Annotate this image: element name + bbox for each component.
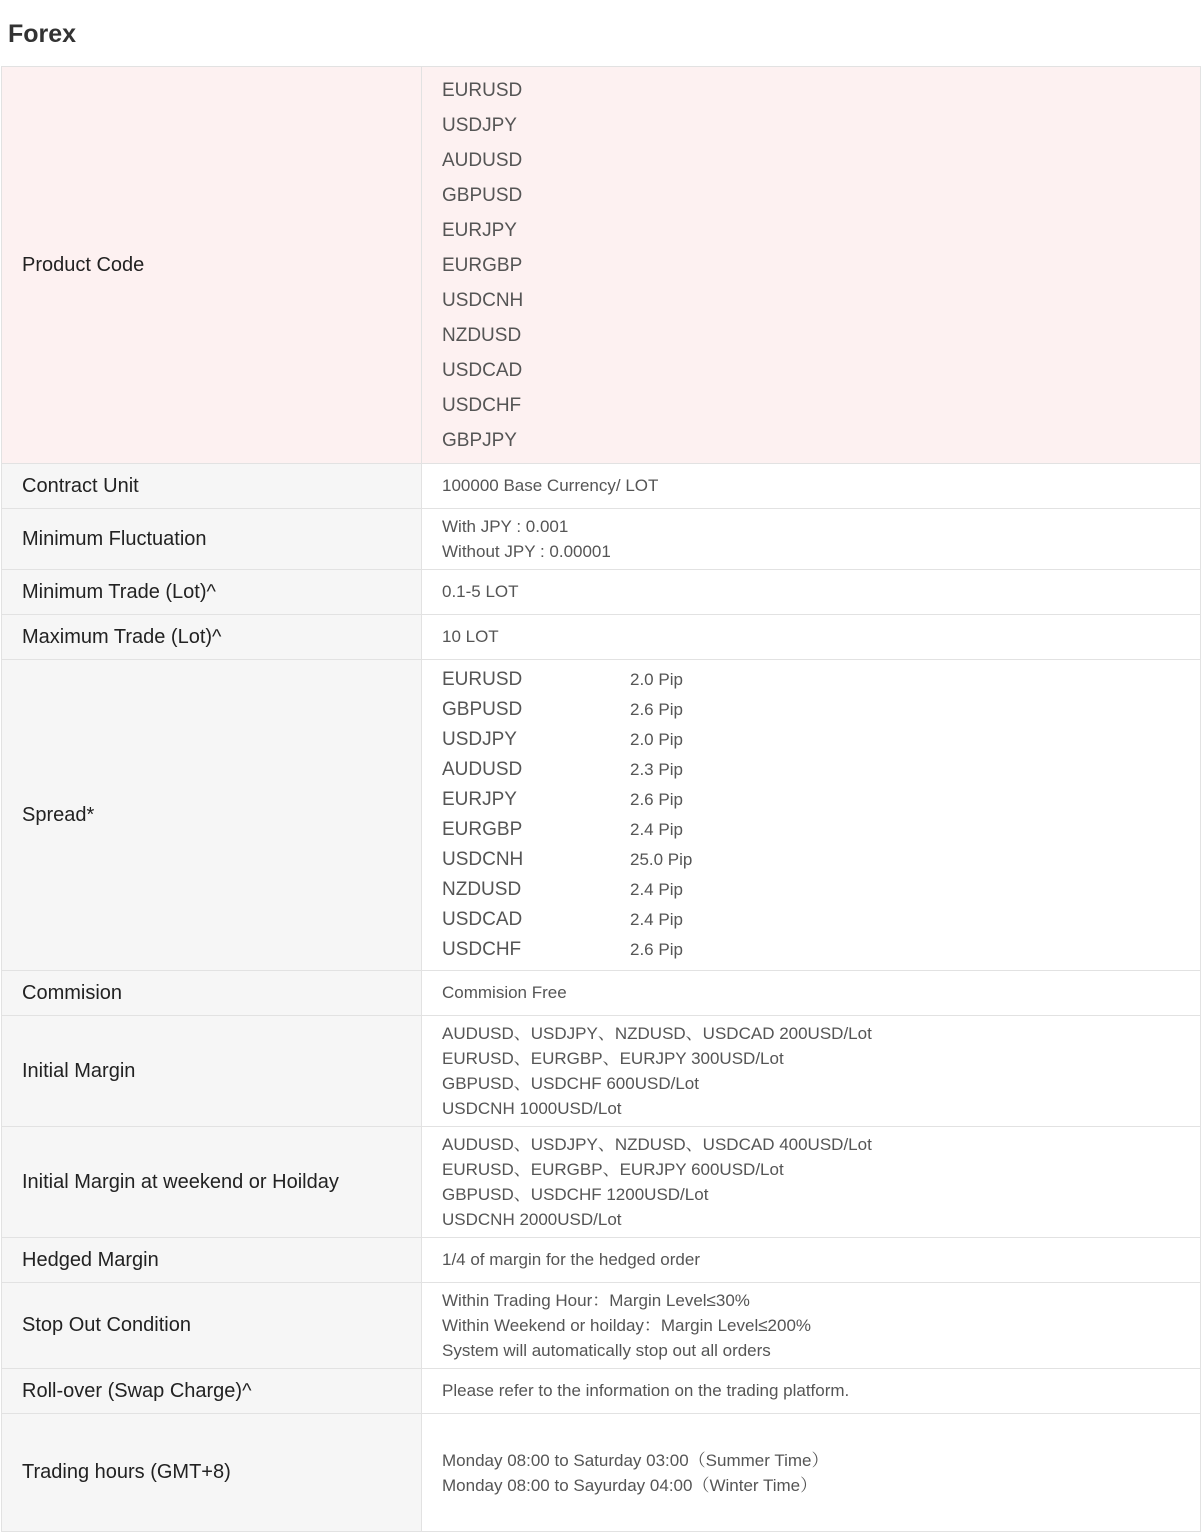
spread-pip: 2.4 Pip [630,910,683,929]
row-spread [2,660,1201,971]
spread-item [442,935,1200,965]
value-line: USDCNH 1000USD/Lot [442,1099,622,1118]
product-code-item: USDJPY [442,114,517,136]
spread-code: EURUSD [442,669,523,690]
row-value: Please refer to the information on the trading platform. [422,1369,1201,1414]
value-line: AUDUSD、USDJPY、NZDUSD、USDCAD 200USD/Lot [442,1024,872,1043]
spread-pip: 2.0 Pip [630,730,683,749]
row-value: Commision Free [422,971,1201,1016]
row-label: Initial Margin [2,1016,422,1127]
value-line: GBPUSD、USDCHF 1200USD/Lot [442,1185,709,1204]
row-value [422,1127,1201,1238]
spread-code: USDCHF [442,939,522,960]
row-rollover [2,1369,1201,1414]
spread-code: EURJPY [442,789,517,810]
spread-pip: 2.6 Pip [630,940,683,959]
value-line: System will automatically stop out all orders [442,1341,771,1360]
spread-item [442,785,1200,815]
row-label: Initial Margin at weekend or Hoilday [2,1127,422,1238]
spread-item [442,755,1200,785]
product-code-item: USDCNH [442,289,524,311]
spread-item [442,725,1200,755]
spread-item [442,845,1200,875]
value-line: Within Weekend or hoilday：Margin Level≤200% [442,1316,812,1335]
row-value [422,67,1201,464]
spread-pip: 2.3 Pip [630,760,683,779]
row-label: Maximum Trade (Lot)^ [2,615,422,660]
row-product-code [2,67,1201,464]
row-initial-margin-weekend [2,1127,1201,1238]
row-value [422,1016,1201,1127]
spread-item [442,665,1200,695]
value-line: Monday 08:00 to Saturday 03:00（Summer Time） [442,1450,829,1470]
spread-code: NZDUSD [442,879,522,900]
product-code-item: NZDUSD [442,324,522,346]
product-code-item: GBPUSD [442,184,523,206]
product-code-item: EURJPY [442,219,517,241]
value-line: Within Trading Hour：Margin Level≤30% [442,1291,750,1310]
row-value: 100000 Base Currency/ LOT [422,464,1201,509]
spread-code: USDCNH [442,849,524,870]
row-label: Hedged Margin [2,1238,422,1283]
spread-pip: 2.4 Pip [630,820,683,839]
row-value [422,660,1201,971]
row-value: 0.1-5 LOT [422,570,1201,615]
value-line: Monday 08:00 to Sayurday 04:00（Winter Time） [442,1475,818,1495]
value-line: Without JPY : 0.00001 [442,542,611,561]
row-commision [2,971,1201,1016]
row-maximum-trade [2,615,1201,660]
row-initial-margin [2,1016,1201,1127]
spread-pip: 2.6 Pip [630,700,683,719]
row-label: Spread* [2,660,422,971]
spread-item [442,875,1200,905]
product-code-item: EURUSD [442,79,523,101]
value-line: AUDUSD、USDJPY、NZDUSD、USDCAD 400USD/Lot [442,1135,872,1154]
row-value [422,1414,1201,1532]
row-value [422,509,1201,570]
spread-pip: 25.0 Pip [630,850,693,869]
row-value: 10 LOT [422,615,1201,660]
row-hedged-margin [2,1238,1201,1283]
row-label: Commision [2,971,422,1016]
row-label: Product Code [2,67,422,464]
row-label: Trading hours (GMT+8) [2,1414,422,1532]
product-code-item: USDCHF [442,394,522,416]
value-line: With JPY : 0.001 [442,517,569,536]
value-line: EURUSD、EURGBP、EURJPY 300USD/Lot [442,1049,784,1068]
spread-pip: 2.6 Pip [630,790,683,809]
product-code-item: GBPJPY [442,429,517,451]
product-code-item: EURGBP [442,254,523,276]
row-trading-hours [2,1414,1201,1532]
value-line: GBPUSD、USDCHF 600USD/Lot [442,1074,699,1093]
spread-item [442,695,1200,725]
product-code-item: AUDUSD [442,149,523,171]
spread-pip: 2.0 Pip [630,670,683,689]
row-value: 1/4 of margin for the hedged order [422,1238,1201,1283]
product-code-item: USDCAD [442,359,523,381]
row-contract-unit [2,464,1201,509]
row-label: Contract Unit [2,464,422,509]
row-value [422,1283,1201,1369]
row-label: Roll-over (Swap Charge)^ [2,1369,422,1414]
spread-item [442,905,1200,935]
row-minimum-fluctuation [2,509,1201,570]
spread-pip: 2.4 Pip [630,880,683,899]
row-minimum-trade [2,570,1201,615]
spread-code: AUDUSD [442,759,523,780]
row-label: Minimum Trade (Lot)^ [2,570,422,615]
spread-code: EURGBP [442,819,523,840]
spread-code: USDJPY [442,729,517,750]
spread-code: USDCAD [442,909,523,930]
row-label: Minimum Fluctuation [2,509,422,570]
forex-spec-table [1,66,1201,1532]
value-line: EURUSD、EURGBP、EURJPY 600USD/Lot [442,1160,784,1179]
page-title: Forex [8,20,77,48]
row-label: Stop Out Condition [2,1283,422,1369]
row-stop-out-condition [2,1283,1201,1369]
spread-code: GBPUSD [442,699,523,720]
spread-item [442,815,1200,845]
value-line: USDCNH 2000USD/Lot [442,1210,622,1229]
